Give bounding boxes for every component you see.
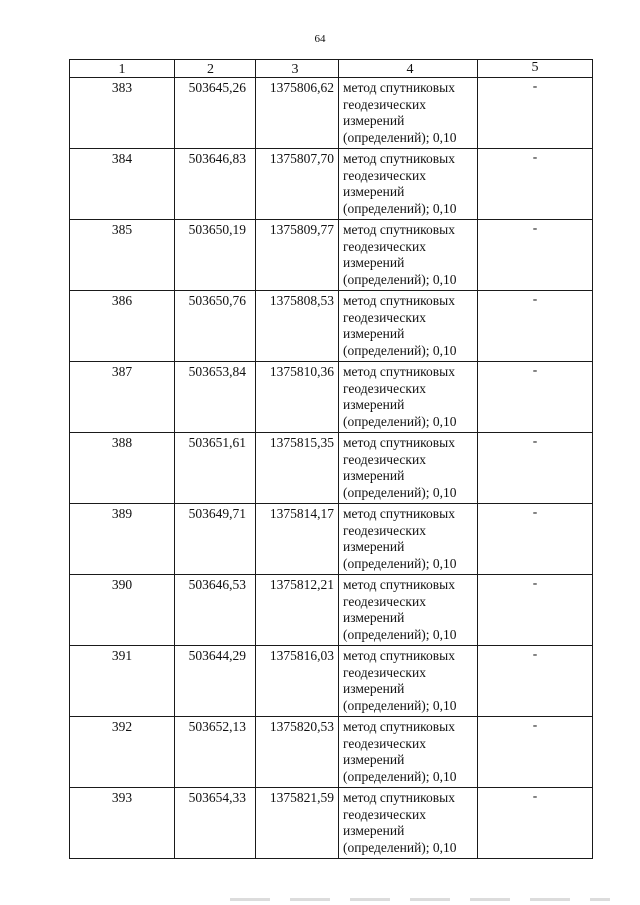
note-cell: - [478, 78, 593, 149]
note-cell: - [478, 149, 593, 220]
point-number-cell: 392 [70, 717, 175, 788]
method-cell [339, 504, 478, 575]
column-header-3: 3 [256, 60, 339, 78]
point-number-cell: 388 [70, 433, 175, 504]
x-coordinate-cell: 503646,53 [175, 575, 256, 646]
point-number-cell: 389 [70, 504, 175, 575]
method-text: метод спутниковых геодезических измерений (определений); 0,10 [343, 80, 457, 145]
x-coordinate-cell: 503644,29 [175, 646, 256, 717]
method-cell [339, 717, 478, 788]
method-cell [339, 646, 478, 717]
note-cell: - [478, 504, 593, 575]
y-coordinate-cell: 1375812,21 [256, 575, 339, 646]
table-row [70, 717, 593, 788]
y-coordinate-cell: 1375815,35 [256, 433, 339, 504]
note-cell: - [478, 717, 593, 788]
method-cell [339, 149, 478, 220]
coordinates-table [69, 59, 593, 859]
page-number: 64 [314, 33, 326, 45]
point-number-cell: 386 [70, 291, 175, 362]
method-cell [339, 575, 478, 646]
method-text: метод спутниковых геодезических измерений (определений); 0,10 [343, 293, 457, 358]
note-cell: - [478, 220, 593, 291]
x-coordinate-cell: 503645,26 [175, 78, 256, 149]
x-coordinate-cell: 503650,76 [175, 291, 256, 362]
table-row [70, 149, 593, 220]
point-number-cell: 387 [70, 362, 175, 433]
point-number-cell: 390 [70, 575, 175, 646]
note-cell: - [478, 788, 593, 859]
method-text: метод спутниковых геодезических измерений (определений); 0,10 [343, 151, 457, 216]
x-coordinate-cell: 503654,33 [175, 788, 256, 859]
method-text: метод спутниковых геодезических измерений (определений); 0,10 [343, 435, 457, 500]
method-text: метод спутниковых геодезических измерений (определений); 0,10 [343, 506, 457, 571]
method-text: метод спутниковых геодезических измерений (определений); 0,10 [343, 222, 457, 287]
column-header-1: 1 [70, 60, 175, 78]
table-header-row [70, 60, 593, 78]
y-coordinate-cell: 1375810,36 [256, 362, 339, 433]
method-cell [339, 433, 478, 504]
table-row [70, 788, 593, 859]
y-coordinate-cell: 1375814,17 [256, 504, 339, 575]
y-coordinate-cell: 1375807,70 [256, 149, 339, 220]
x-coordinate-cell: 503649,71 [175, 504, 256, 575]
table-row [70, 433, 593, 504]
table-row [70, 362, 593, 433]
y-coordinate-cell: 1375806,62 [256, 78, 339, 149]
table-row [70, 504, 593, 575]
method-cell [339, 362, 478, 433]
method-text: метод спутниковых геодезических измерений (определений); 0,10 [343, 577, 457, 642]
point-number-cell: 385 [70, 220, 175, 291]
y-coordinate-cell: 1375808,53 [256, 291, 339, 362]
point-number-cell: 391 [70, 646, 175, 717]
scan-artifact-footer [230, 898, 610, 901]
y-coordinate-cell: 1375821,59 [256, 788, 339, 859]
note-cell: - [478, 291, 593, 362]
table-row [70, 646, 593, 717]
table-row [70, 575, 593, 646]
method-cell [339, 78, 478, 149]
method-text: метод спутниковых геодезических измерений (определений); 0,10 [343, 719, 457, 784]
note-cell: - [478, 575, 593, 646]
point-number-cell: 393 [70, 788, 175, 859]
method-cell [339, 291, 478, 362]
column-header-2: 2 [175, 60, 256, 78]
method-text: метод спутниковых геодезических измерений (определений); 0,10 [343, 364, 457, 429]
table-row [70, 291, 593, 362]
note-cell: - [478, 646, 593, 717]
method-cell [339, 220, 478, 291]
x-coordinate-cell: 503650,19 [175, 220, 256, 291]
x-coordinate-cell: 503653,84 [175, 362, 256, 433]
method-cell [339, 788, 478, 859]
y-coordinate-cell: 1375809,77 [256, 220, 339, 291]
x-coordinate-cell: 503652,13 [175, 717, 256, 788]
y-coordinate-cell: 1375820,53 [256, 717, 339, 788]
note-cell: - [478, 433, 593, 504]
y-coordinate-cell: 1375816,03 [256, 646, 339, 717]
point-number-cell: 383 [70, 78, 175, 149]
table-row [70, 78, 593, 149]
column-header-4: 4 [339, 60, 478, 78]
method-text: метод спутниковых геодезических измерений (определений); 0,10 [343, 648, 457, 713]
table-row [70, 220, 593, 291]
x-coordinate-cell: 503651,61 [175, 433, 256, 504]
point-number-cell: 384 [70, 149, 175, 220]
note-cell: - [478, 362, 593, 433]
x-coordinate-cell: 503646,83 [175, 149, 256, 220]
column-header-5: 5 [478, 60, 593, 78]
method-text: метод спутниковых геодезических измерений (определений); 0,10 [343, 790, 457, 855]
